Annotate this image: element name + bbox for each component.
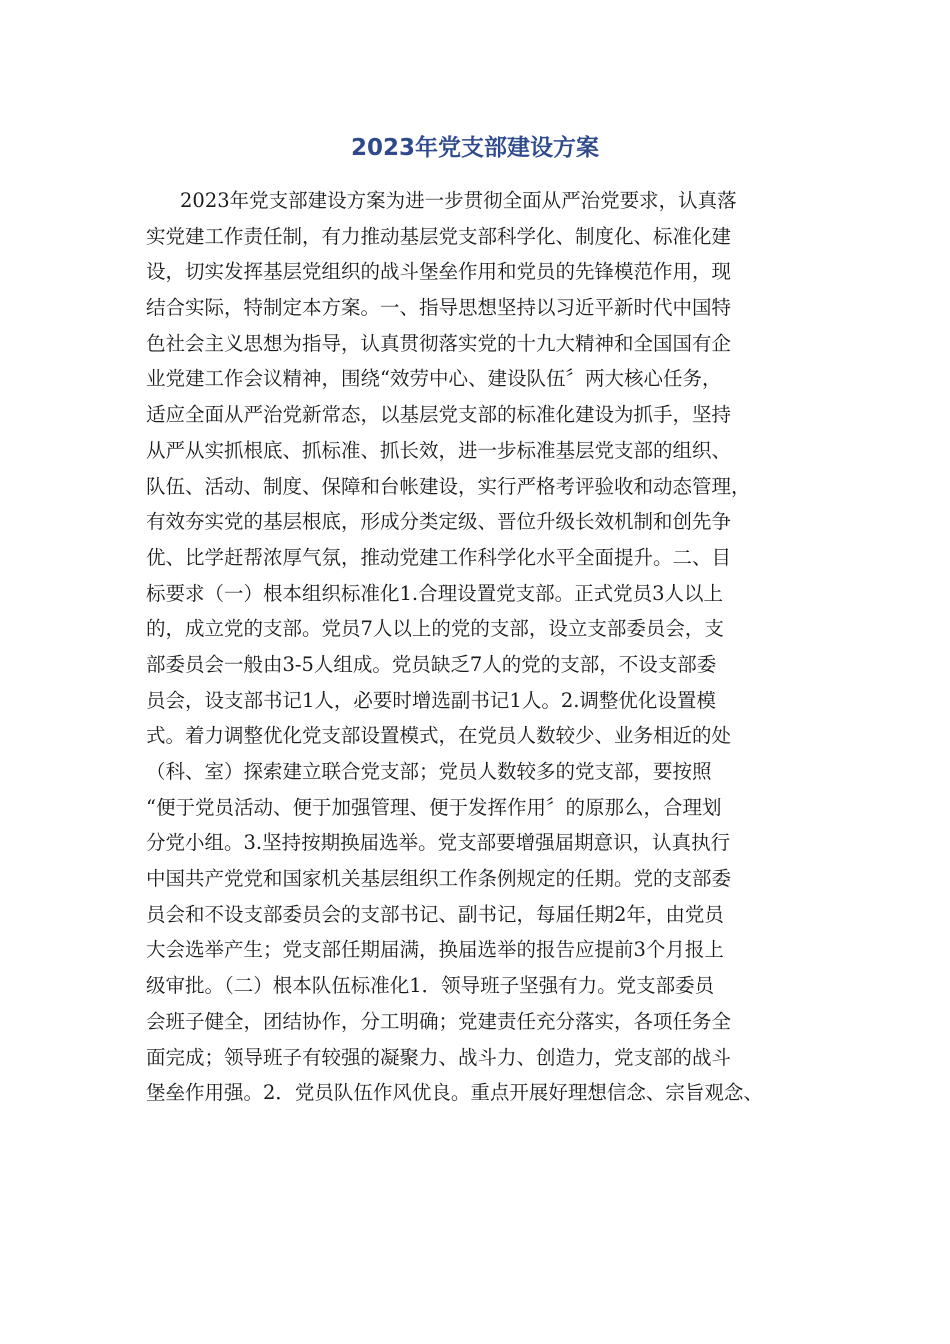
body-line: 2023年党支部建设方案为进一步贯彻全面从严治党要求，认真落: [180, 189, 737, 212]
body-line: 设，切实发挥基层党组织的战斗堡垒作用和党员的先锋模范作用，现: [146, 260, 732, 284]
body-line: 优、比学赶帮浓厚气氛，推动党建工作科学化水平全面提升。二、目: [146, 545, 732, 569]
body-line: 堡垒作用强。2．党员队伍作风优良。重点开展好理想信念、宗旨观念、: [146, 1081, 763, 1105]
body-line: “便于党员活动、便于加强管理、便于发挥作用〞的原那么，合理划: [146, 795, 722, 819]
body-line: 色社会主义思想为指导，认真贯彻落实党的十九大精神和全国国有企: [146, 331, 732, 355]
body-line: 结合实际，特制定本方案。一、指导思想坚持以习近平新时代中国特: [146, 296, 732, 320]
body-line: 标要求（一）根本组织标准化1.合理设置党支部。正式党员3人以上: [146, 581, 724, 605]
body-line: 有效夯实党的基层根底，形成分类定级、晋位升级长效机制和创先争: [146, 510, 732, 534]
body-line: 从严从实抓根底、抓标准、抓长效，进一步标准基层党支部的组织、: [146, 438, 732, 462]
document-title: 2023年党支部建设方案: [350, 135, 599, 161]
document-body: [146, 183, 818, 1111]
body-line: 大会选举产生；党支部任期届满，换届选举的报告应提前3个月报上: [146, 938, 724, 962]
body-line: 队伍、活动、制度、保障和台帐建设，实行严格考评验收和动态管理，: [146, 474, 751, 498]
body-line: 式。着力调整优化党支部设置模式，在党员人数较少、业务相近的处: [146, 724, 732, 748]
body-line: 实党建工作责任制，有力推动基层党支部科学化、制度化、标准化建: [146, 224, 732, 248]
body-line: 会班子健全，团结协作，分工明确；党建责任充分落实，各项任务全: [146, 1009, 732, 1033]
body-line: 部委员会一般由3-5人组成。党员缺乏7人的党的支部，不设支部委: [146, 652, 717, 676]
body-line: 级审批。（二）根本队伍标准化1．领导班子坚强有力。党支部委员: [146, 974, 715, 998]
body-line: 分党小组。3.坚持按期换届选举。党支部要增强届期意识，认真执行: [146, 831, 731, 855]
body-line: （科、室）探索建立联合党支部；党员人数较多的党支部，要按照: [146, 760, 712, 783]
body-line: 员会和不设支部委员会的支部书记、副书记，每届任期2年，由党员: [146, 902, 724, 926]
body-line: 中国共产党党和国家机关基层组织工作条例规定的任期。党的支部委: [146, 867, 732, 891]
body-line: 员会，设支部书记1人，必要时增选副书记1人。2.调整优化设置模: [146, 688, 716, 712]
body-line: 的，成立党的支部。党员7人以上的党的支部，设立支部委员会，支: [146, 617, 724, 641]
body-line: 面完成；领导班子有较强的凝聚力、战斗力、创造力，党支部的战斗: [146, 1045, 732, 1069]
body-line: 业党建工作会议精神，围绕“效劳中心、建设队伍〞两大核心任务，: [146, 367, 722, 391]
body-line: 适应全面从严治党新常态，以基层党支部的标准化建设为抓手，坚持: [146, 403, 732, 427]
